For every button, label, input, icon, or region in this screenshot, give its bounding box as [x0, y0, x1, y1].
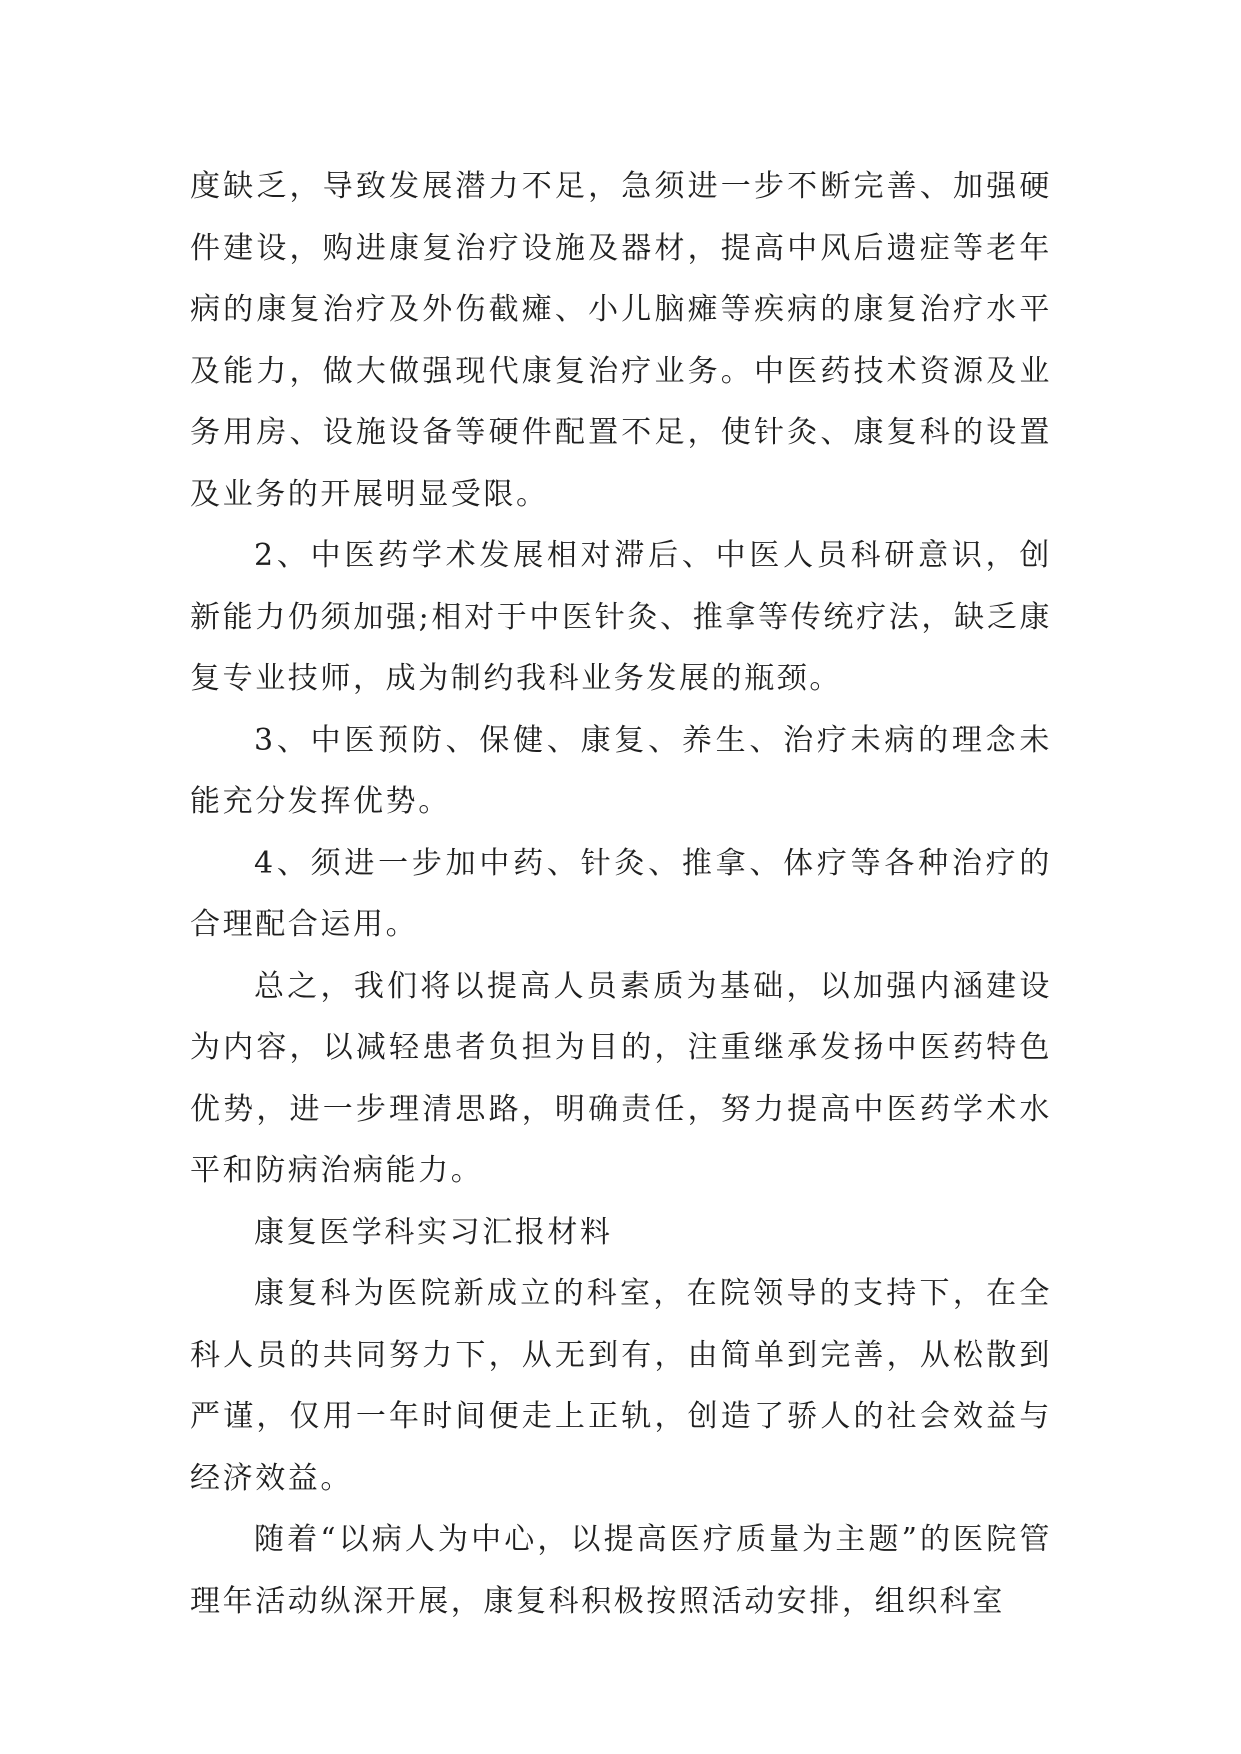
paragraph-item-2: 2、中医药学术发展相对滞后、中医人员科研意识，创新能力仍须加强;相对于中医针灸、推拿等传统疗法，缺乏康复专业技师，成为制约我科业务发展的瓶颈。 — [190, 538, 1052, 696]
paragraph-intro: 康复科为医院新成立的科室，在院领导的支持下，在全科人员的共同努力下，从无到有，由简单到完善，从松散到严谨，仅用一年时间便走上正轨，创造了骄人的社会效益与经济效益。 — [190, 1276, 1052, 1496]
paragraph-continuation: 度缺乏，导致发展潜力不足，急须进一步不断完善、加强硬件建设，购进康复治疗设施及器材，提高中风后遗症等老年病的康复治疗及外伤截瘫、小儿脑瘫等疾病的康复治疗水平及能力，做大做强现代康复治疗业务。中医药技术资源及业务用房、设施设备等硬件配置不足，使针灸、康复科的设置及业务的开展明显受限。 — [190, 169, 1052, 512]
paragraph-item-4: 4、须进一步加中药、针灸、推拿、体疗等各种治疗的合理配合运用。 — [190, 845, 1052, 942]
document-body — [190, 156, 1052, 1632]
section-heading: 康复医学科实习汇报材料 — [254, 1214, 613, 1250]
paragraph-activity: 随着“以病人为中心，以提高医疗质量为主题”的医院管理年活动纵深开展，康复科积极按照活动安排，组织科室 — [190, 1522, 1052, 1619]
paragraph-item-3: 3、中医预防、保健、康复、养生、治疗未病的理念未能充分发挥优势。 — [190, 722, 1052, 819]
paragraph-summary: 总之，我们将以提高人员素质为基础，以加强内涵建设为内容，以减轻患者负担为目的，注重继承发扬中医药特色优势，进一步理清思路，明确责任，努力提高中医药学术水平和防病治病能力。 — [190, 968, 1052, 1188]
